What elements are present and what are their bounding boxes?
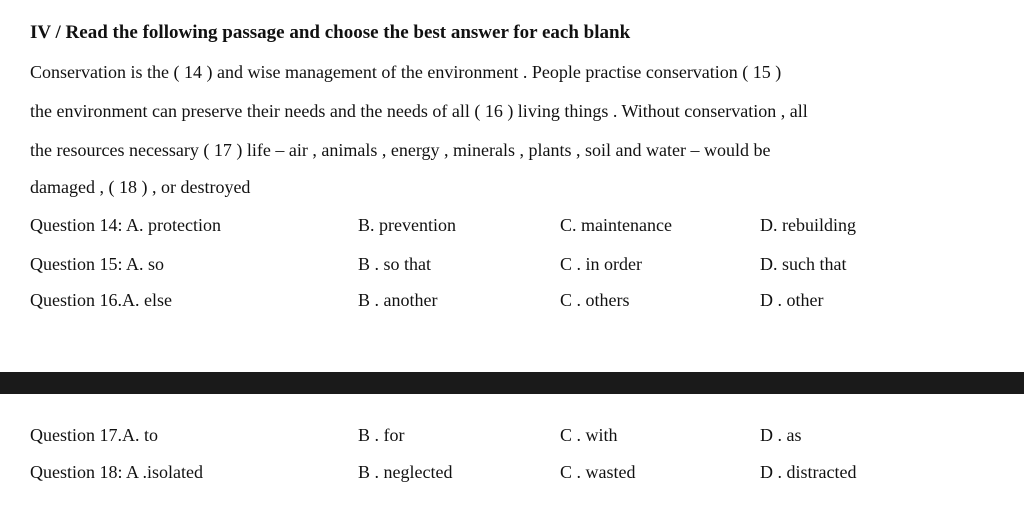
question-16-option-b: B . another bbox=[358, 290, 438, 310]
black-divider-bar bbox=[0, 372, 1024, 394]
question-15-option-c: C . in order bbox=[560, 254, 642, 274]
question-17-option-b: B . for bbox=[358, 425, 405, 445]
passage-line-2: the environment can preserve their needs and the needs of all ( 16 ) living things . Without conservation , all bbox=[30, 101, 808, 121]
passage-line-3: the resources necessary ( 17 ) life – air , animals , energy , minerals , plants , soil and water – would be bbox=[30, 140, 771, 160]
question-row-18 bbox=[0, 462, 1024, 488]
question-15-option-a: Question 15: A. so bbox=[30, 254, 165, 274]
question-15-option-d: D. such that bbox=[760, 254, 847, 274]
passage-line-4: damaged , ( 18 ) , or destroyed bbox=[30, 177, 251, 197]
question-16-option-a: Question 16.A. else bbox=[30, 290, 172, 310]
question-row-15 bbox=[0, 254, 1024, 280]
question-16-option-c: C . others bbox=[560, 290, 630, 310]
question-17-option-c: C . with bbox=[560, 425, 618, 445]
question-18-option-b: B . neglected bbox=[358, 462, 453, 482]
question-row-17 bbox=[0, 425, 1024, 451]
question-17-option-d: D . as bbox=[760, 425, 802, 445]
question-16-option-d: D . other bbox=[760, 290, 824, 310]
question-row-14 bbox=[0, 215, 1024, 241]
question-18-option-a: Question 18: A .isolated bbox=[30, 462, 203, 482]
question-17-option-a: Question 17.A. to bbox=[30, 425, 158, 445]
question-14-option-a: Question 14: A. protection bbox=[30, 215, 221, 235]
question-18-option-d: D . distracted bbox=[760, 462, 857, 482]
question-18-option-c: C . wasted bbox=[560, 462, 636, 482]
question-14-option-c: C. maintenance bbox=[560, 215, 672, 235]
passage-line-1: Conservation is the ( 14 ) and wise management of the environment . People practise conservation ( 15 ) bbox=[30, 62, 782, 82]
question-row-16 bbox=[0, 290, 1024, 316]
question-15-option-b: B . so that bbox=[358, 254, 432, 274]
question-14-option-d: D. rebuilding bbox=[760, 215, 856, 235]
question-14-option-b: B. prevention bbox=[358, 215, 456, 235]
section-heading: IV / Read the following passage and choose the best answer for each blank bbox=[30, 22, 631, 43]
